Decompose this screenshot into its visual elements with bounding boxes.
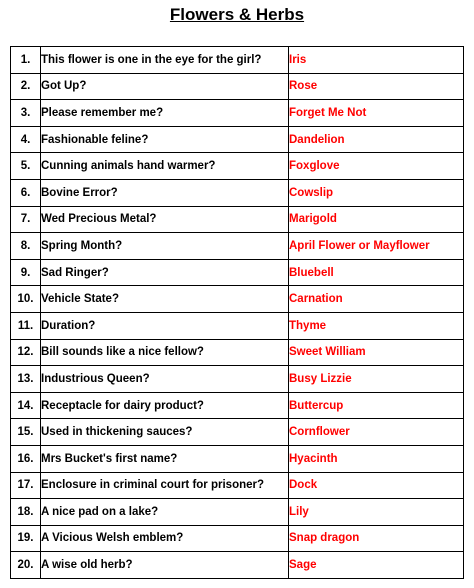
answer-text: Sage bbox=[289, 552, 464, 579]
question-text: Bovine Error? bbox=[41, 179, 289, 206]
question-text: Vehicle State? bbox=[41, 286, 289, 313]
answer-text: April Flower or Mayflower bbox=[289, 233, 464, 260]
table-row bbox=[11, 392, 464, 419]
question-number: 7. bbox=[11, 206, 41, 233]
answer-text: Forget Me Not bbox=[289, 100, 464, 127]
answer-text: Buttercup bbox=[289, 392, 464, 419]
question-number: 12. bbox=[11, 339, 41, 366]
answer-text: Dandelion bbox=[289, 126, 464, 153]
page-title: Flowers & Herbs bbox=[169, 5, 305, 24]
question-number: 8. bbox=[11, 233, 41, 260]
table-row bbox=[11, 286, 464, 313]
table-row bbox=[11, 419, 464, 446]
table-row bbox=[11, 525, 464, 552]
answer-text: Foxglove bbox=[289, 153, 464, 180]
quiz-table bbox=[10, 46, 464, 579]
table-row bbox=[11, 100, 464, 127]
question-number: 1. bbox=[11, 47, 41, 74]
question-number: 6. bbox=[11, 179, 41, 206]
table-row bbox=[11, 179, 464, 206]
question-text: Sad Ringer? bbox=[41, 259, 289, 286]
table-row bbox=[11, 206, 464, 233]
question-number: 13. bbox=[11, 366, 41, 393]
answer-text: Rose bbox=[289, 73, 464, 100]
answer-text: Cornflower bbox=[289, 419, 464, 446]
question-number: 4. bbox=[11, 126, 41, 153]
question-number: 16. bbox=[11, 445, 41, 472]
question-text: Spring Month? bbox=[41, 233, 289, 260]
table-row bbox=[11, 499, 464, 526]
question-number: 14. bbox=[11, 392, 41, 419]
question-number: 17. bbox=[11, 472, 41, 499]
table-row bbox=[11, 233, 464, 260]
question-text: This flower is one in the eye for the girl? bbox=[41, 47, 289, 74]
question-text: Fashionable feline? bbox=[41, 126, 289, 153]
question-number: 10. bbox=[11, 286, 41, 313]
table-row bbox=[11, 153, 464, 180]
table-row bbox=[11, 47, 464, 74]
question-number: 15. bbox=[11, 419, 41, 446]
question-text: A Vicious Welsh emblem? bbox=[41, 525, 289, 552]
quiz-table-body bbox=[11, 47, 464, 579]
question-text: Duration? bbox=[41, 312, 289, 339]
answer-text: Iris bbox=[289, 47, 464, 74]
question-text: Wed Precious Metal? bbox=[41, 206, 289, 233]
question-number: 20. bbox=[11, 552, 41, 579]
question-number: 2. bbox=[11, 73, 41, 100]
answer-text: Thyme bbox=[289, 312, 464, 339]
table-row bbox=[11, 339, 464, 366]
answer-text: Busy Lizzie bbox=[289, 366, 464, 393]
question-text: Enclosure in criminal court for prisoner? bbox=[41, 472, 289, 499]
answer-text: Sweet William bbox=[289, 339, 464, 366]
table-row bbox=[11, 366, 464, 393]
question-text: Please remember me? bbox=[41, 100, 289, 127]
question-number: 5. bbox=[11, 153, 41, 180]
question-text: A nice pad on a lake? bbox=[41, 499, 289, 526]
answer-text: Marigold bbox=[289, 206, 464, 233]
question-text: Industrious Queen? bbox=[41, 366, 289, 393]
answer-text: Hyacinth bbox=[289, 445, 464, 472]
answer-text: Lily bbox=[289, 499, 464, 526]
question-text: Bill sounds like a nice fellow? bbox=[41, 339, 289, 366]
question-text: A wise old herb? bbox=[41, 552, 289, 579]
table-row bbox=[11, 445, 464, 472]
answer-text: Dock bbox=[289, 472, 464, 499]
answer-text: Carnation bbox=[289, 286, 464, 313]
question-number: 9. bbox=[11, 259, 41, 286]
question-number: 3. bbox=[11, 100, 41, 127]
answer-text: Bluebell bbox=[289, 259, 464, 286]
table-row bbox=[11, 552, 464, 579]
question-text: Used in thickening sauces? bbox=[41, 419, 289, 446]
table-row bbox=[11, 259, 464, 286]
question-text: Cunning animals hand warmer? bbox=[41, 153, 289, 180]
answer-text: Cowslip bbox=[289, 179, 464, 206]
question-number: 11. bbox=[11, 312, 41, 339]
question-text: Mrs Bucket's first name? bbox=[41, 445, 289, 472]
table-row bbox=[11, 472, 464, 499]
question-text: Receptacle for dairy product? bbox=[41, 392, 289, 419]
question-number: 19. bbox=[11, 525, 41, 552]
table-row bbox=[11, 126, 464, 153]
question-text: Got Up? bbox=[41, 73, 289, 100]
question-number: 18. bbox=[11, 499, 41, 526]
answer-text: Snap dragon bbox=[289, 525, 464, 552]
table-row bbox=[11, 312, 464, 339]
table-row bbox=[11, 73, 464, 100]
